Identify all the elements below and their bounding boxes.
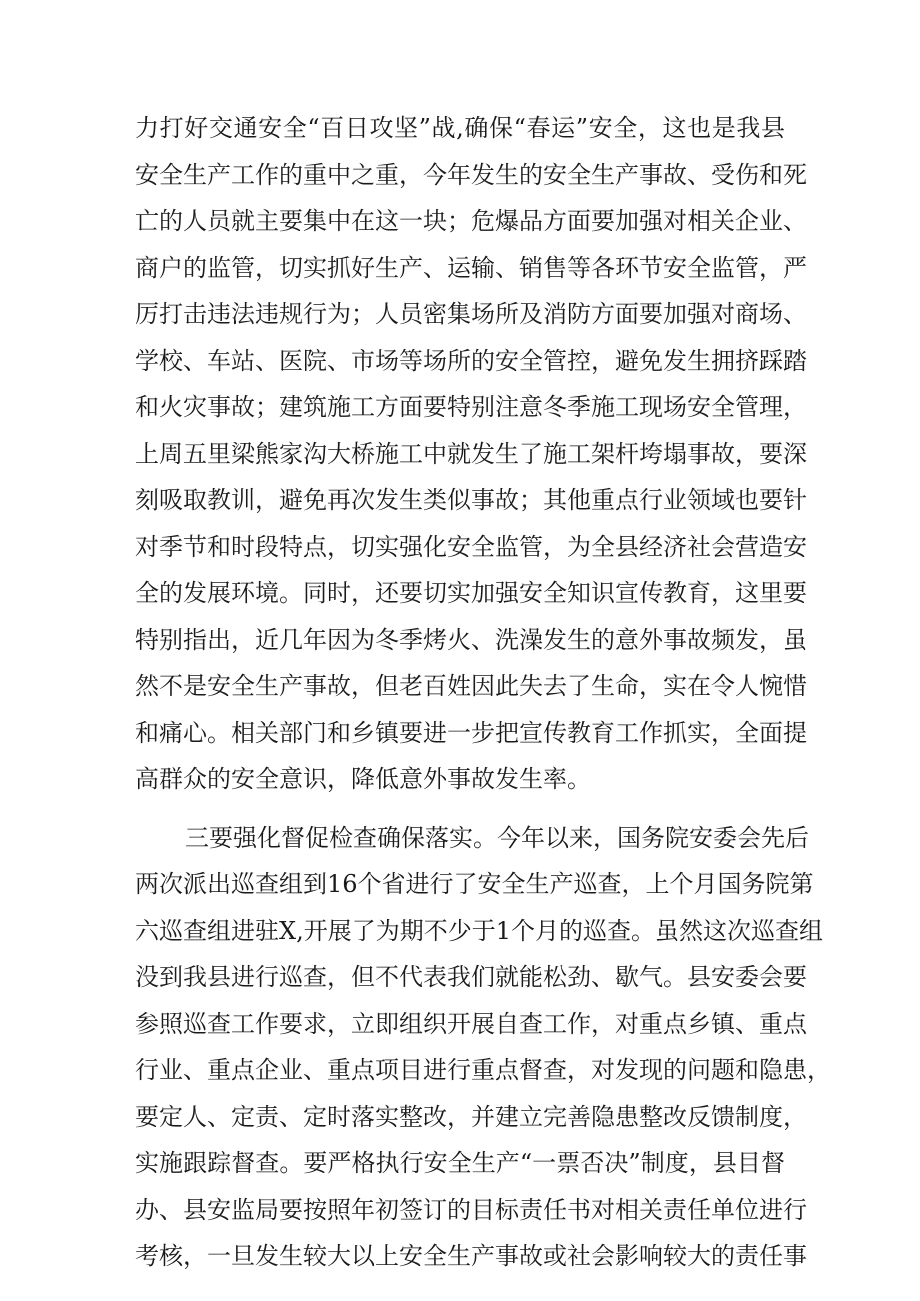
- paragraph-spacer: [135, 803, 785, 815]
- text-line: 三要强化督促检查确保落实。今年以来，国务院安委会先后: [185, 823, 809, 852]
- text-line: 特别指出，近几年因为冬季烤火、洗澡发生的意外事故频发，虽: [135, 625, 807, 654]
- text-line: 高群众的安全意识，降低意外事故发生率。: [135, 765, 591, 793]
- text-line: 上周五里梁熊家沟大桥施工中就发生了施工架杆垮塌事故，要深: [135, 439, 807, 468]
- document-body: [135, 105, 831, 1280]
- text-line: 行业、重点企业、重点项目进行重点督查，对发现的问题和隐患，: [135, 1056, 831, 1084]
- text-line: 没到我县进行巡查，但不代表我们就能松劲、歇气。县安委会要: [135, 963, 807, 991]
- text-line: 全的发展环境。同时，还要切实加强安全知识宣传教育，这里要: [135, 579, 807, 607]
- text-line: 和火灾事故；建筑施工方面要特别注意冬季施工现场安全管理，: [135, 393, 807, 421]
- text-line: 对季节和时段特点，切实强化安全监管，为全县经济社会营造安: [135, 532, 807, 561]
- text-line: 和痛心。相关部门和乡镇要进一步把宣传教育工作抓实，全面提: [135, 718, 807, 747]
- text-line: 办、县安监局要按照年初签订的目标责任书对相关责任单位进行: [135, 1195, 807, 1224]
- text-line: 考核，一旦发生较大以上安全生产事故或社会影响较大的责任事: [135, 1242, 807, 1270]
- text-line: 学校、车站、医院、市场等场所的安全管控，避免发生拥挤踩踏: [135, 346, 807, 375]
- text-line: 厉打击违法违规行为；人员密集场所及消防方面要加强对商场、: [135, 300, 807, 328]
- text-line: 实施跟踪督查。要严格执行安全生产“一票否决”制度，县目督: [135, 1149, 785, 1177]
- text-line: 然不是安全生产事故，但老百姓因此失去了生命，实在令人惋惜: [135, 672, 807, 700]
- text-line: 力打好交通安全“百日攻坚”战,确保“春运”安全，这也是我县: [135, 114, 785, 142]
- text-line: 商户的监管，切实抓好生产、运输、销售等各环节安全监管，严: [135, 253, 807, 282]
- text-line: 安全生产工作的重中之重，今年发生的安全生产事故、受伤和死: [135, 160, 807, 189]
- paragraph-2: [135, 815, 831, 1280]
- text-line: 两次派出巡查组到16个省进行了安全生产巡查，上个月国务院第: [135, 870, 814, 898]
- text-line: 参照巡查工作要求，立即组织开展自查工作，对重点乡镇、重点: [135, 1009, 807, 1038]
- text-line: 六巡查组进驻X,开展了为期不少于1个月的巡查。虽然这次巡查组: [135, 916, 823, 945]
- text-line: 亡的人员就主要集中在这一块；危爆品方面要加强对相关企业、: [135, 207, 807, 235]
- text-line: 要定人、定责、定时落实整改，并建立完善隐患整改反馈制度，: [135, 1102, 807, 1131]
- text-line: 刻吸取教训，避免再次发生类似事故；其他重点行业领域也要针: [135, 486, 807, 514]
- paragraph-1: [135, 105, 807, 803]
